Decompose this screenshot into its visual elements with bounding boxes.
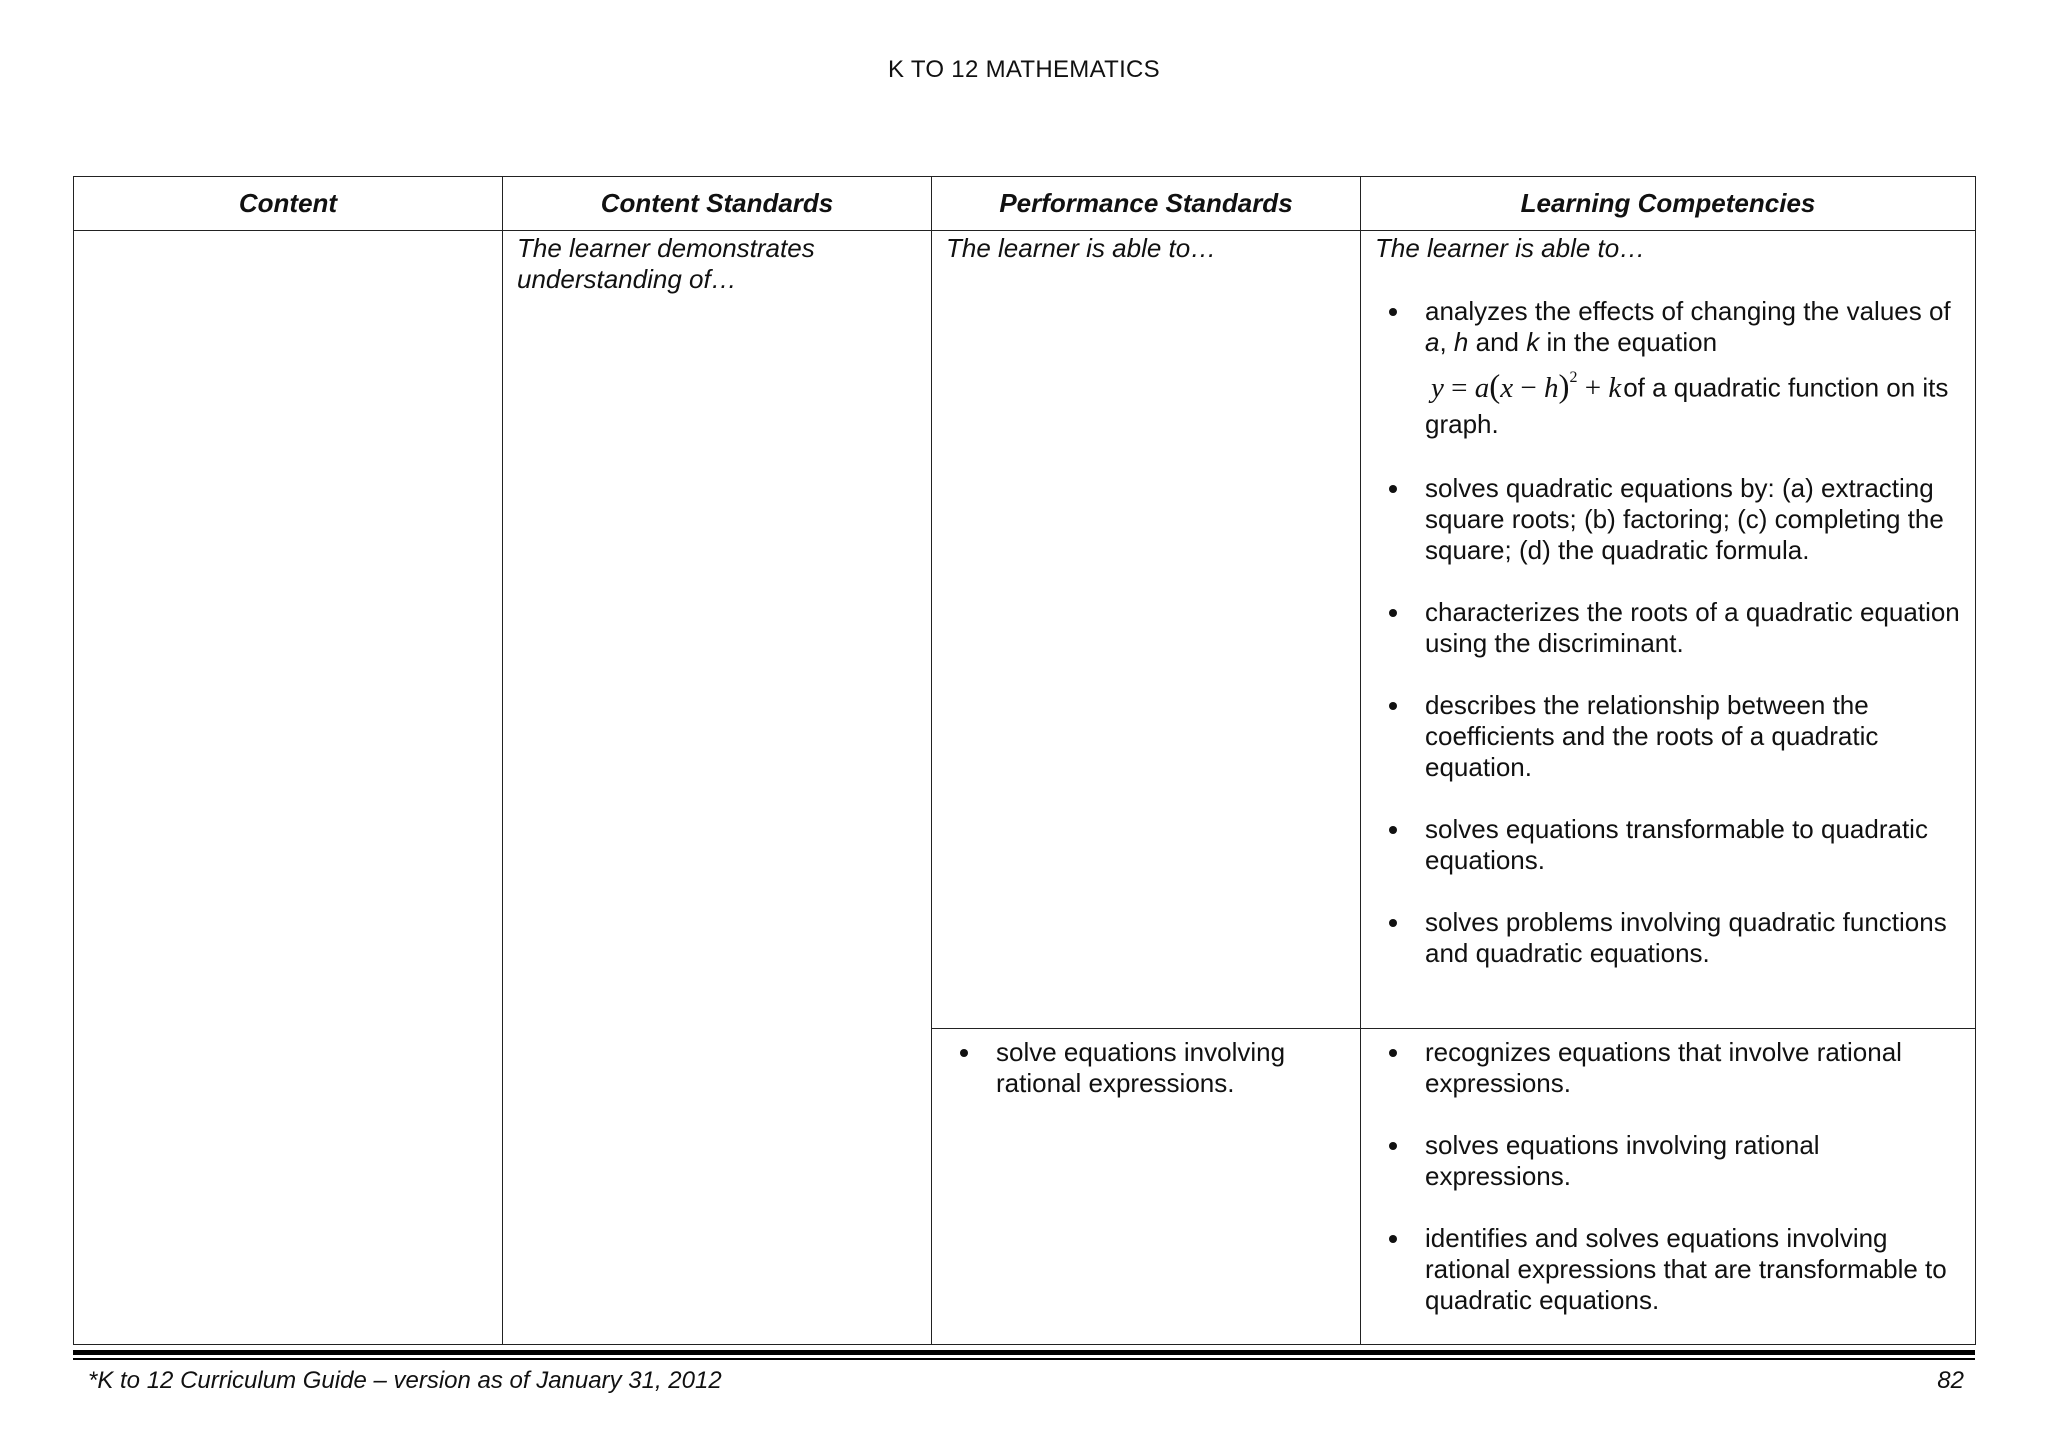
performance-standards-cell (932, 1029, 1361, 1345)
learning-competencies-cell (1361, 231, 1976, 1029)
competency-text: analyzes the effects of changing the values of (1425, 296, 1951, 326)
list-item: solves equations transformable to quadratic equations. (1375, 814, 1961, 876)
conjunction-text: and (1468, 327, 1527, 357)
table-row (74, 231, 1976, 1029)
footer-divider-thin (73, 1358, 1975, 1360)
list-item: characterizes the roots of a quadratic equation using the discriminant. (1375, 597, 1961, 659)
content-cell-text (74, 231, 502, 233)
curriculum-table (73, 176, 1976, 1345)
footer-divider-thick (73, 1350, 1975, 1355)
performance-standards-cell (932, 231, 1361, 1029)
performance-list (946, 1037, 1346, 1099)
learning-competencies-cell (1361, 1029, 1976, 1345)
column-header-performance-standards: Performance Standards (932, 177, 1361, 231)
list-item: describes the relationship between the coefficients and the roots of a quadratic equation. (1375, 690, 1961, 783)
table-header-row (74, 177, 1976, 231)
performance-standards-lead: The learner is able to… (946, 233, 1217, 263)
page-header-title: K TO 12 MATHEMATICS (888, 56, 1160, 83)
footer-page-number: 82 (1937, 1367, 1964, 1394)
variable-a: a (1425, 327, 1440, 357)
variable-h: h (1453, 327, 1469, 357)
list-item: solves equations involving rational expressions. (1375, 1130, 1961, 1192)
vertex-form-equation: $y = a(x - h)^2 + k$ (1431, 368, 1622, 405)
content-cell (74, 231, 503, 1345)
column-header-content: Content (74, 177, 503, 231)
column-header-content-standards: Content Standards (503, 177, 932, 231)
separator-text: , (1439, 327, 1454, 357)
variable-k: k (1526, 327, 1540, 357)
list-item: identifies and solves equations involving rational expressions that are transformable to quadratic equations. (1375, 1223, 1961, 1316)
footer-version-note: *K to 12 Curriculum Guide – version as of January 31, 2012 (88, 1367, 722, 1394)
content-standards-cell (503, 231, 932, 1345)
column-header-learning-competencies: Learning Competencies (1361, 177, 1976, 231)
list-item: recognizes equations that involve rational expressions. (1375, 1037, 1961, 1099)
content-standards-lead: The learner demonstrates understanding of… (517, 233, 815, 294)
list-item: solves problems involving quadratic functions and quadratic equations. (1375, 907, 1961, 969)
formula-line (1425, 364, 1961, 442)
competency-list (1375, 296, 1961, 969)
list-item: solve equations involving rational expressions. (946, 1037, 1346, 1099)
competency-text: in the equation (1539, 327, 1718, 357)
learning-competencies-lead: The learner is able to… (1375, 233, 1646, 263)
competency-text: of a quadratic function on its graph. (1425, 372, 1949, 439)
list-item (1375, 296, 1961, 442)
list-item: solves quadratic equations by: (a) extracting square roots; (b) factoring; (c) completing the square; (d) the quadratic formula. (1375, 473, 1961, 566)
competency-list (1375, 1037, 1961, 1316)
